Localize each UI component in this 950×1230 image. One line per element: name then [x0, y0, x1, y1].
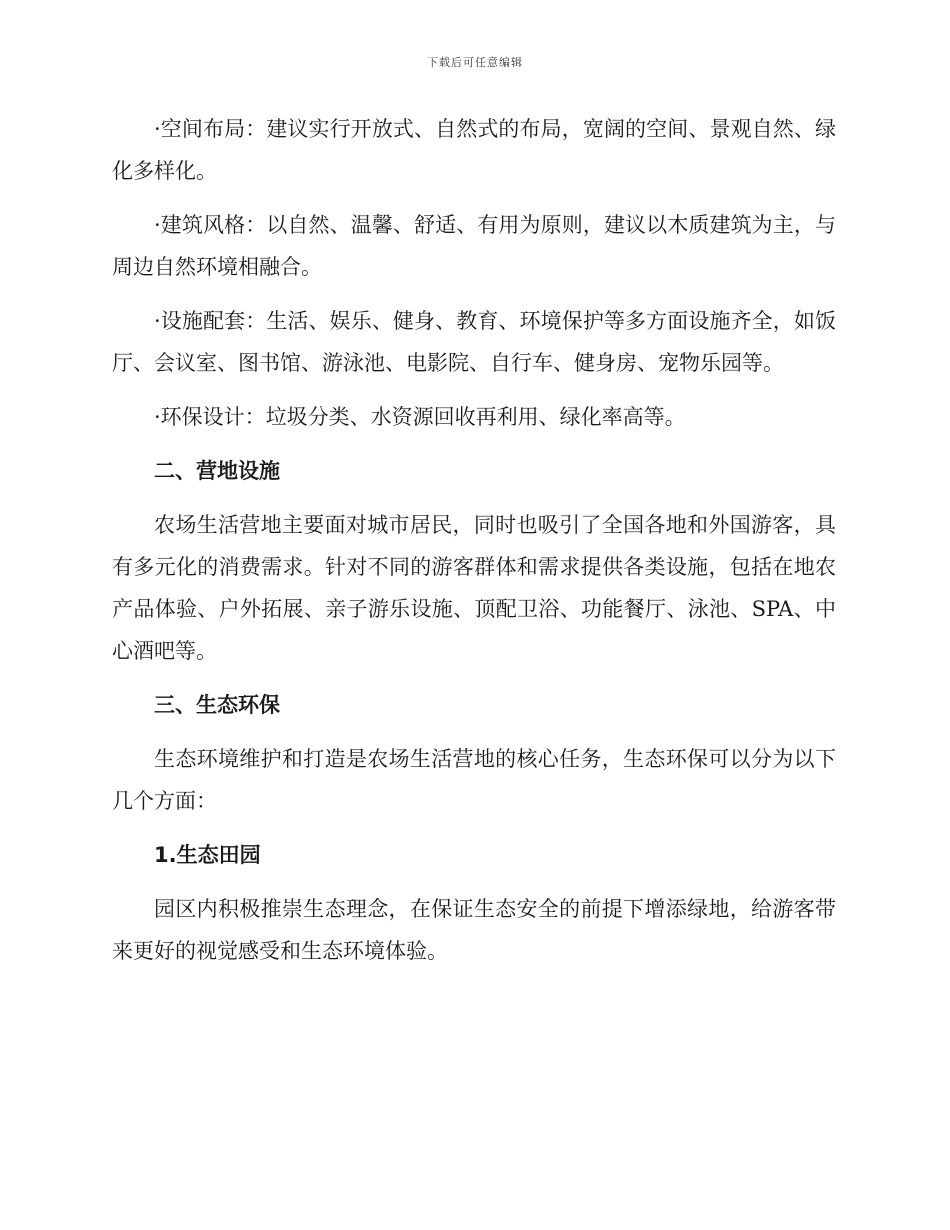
- section-heading-eco-protection: 三、生态环保: [154, 693, 280, 717]
- bullet-space-layout: ·空间布局：建议实行开放式、自然式的布局，宽阔的空间、景观自然、绿化多样化。: [112, 117, 836, 183]
- section-heading-camp-facilities: 二、营地设施: [154, 459, 280, 483]
- document-body: [112, 108, 836, 984]
- subsection-heading-eco-farm: 1.生态田园: [154, 843, 261, 867]
- bullet-facilities: ·设施配套：生活、娱乐、健身、教育、环境保护等多方面设施齐全，如饭厅、会议室、图书馆、游泳池、电影院、自行车、健身房、宠物乐园等。: [112, 309, 836, 375]
- bullet-eco-design: ·环保设计：垃圾分类、水资源回收再利用、绿化率高等。: [154, 405, 686, 429]
- section-paragraph-eco-protection: 生态环境维护和打造是农场生活营地的核心任务，生态环保可以分为以下几个方面：: [112, 747, 836, 813]
- page-header: 下载后可任意编辑: [427, 56, 523, 69]
- subsection-paragraph-eco-farm: 园区内积极推崇生态理念，在保证生态安全的前提下增添绿地，给游客带来更好的视觉感受和生态环境体验。: [112, 897, 836, 963]
- bullet-architecture-style: ·建筑风格：以自然、温馨、舒适、有用为原则，建议以木质建筑为主，与周边自然环境相融合。: [112, 213, 836, 279]
- section-paragraph-camp-facilities: 农场生活营地主要面对城市居民，同时也吸引了全国各地和外国游客，具有多元化的消费需求。针对不同的游客群体和需求提供各类设施，包括在地农产品体验、户外拓展、亲子游乐设施、顶配卫浴、功能餐厅、泳池、SPA、中心酒吧等。: [112, 513, 836, 663]
